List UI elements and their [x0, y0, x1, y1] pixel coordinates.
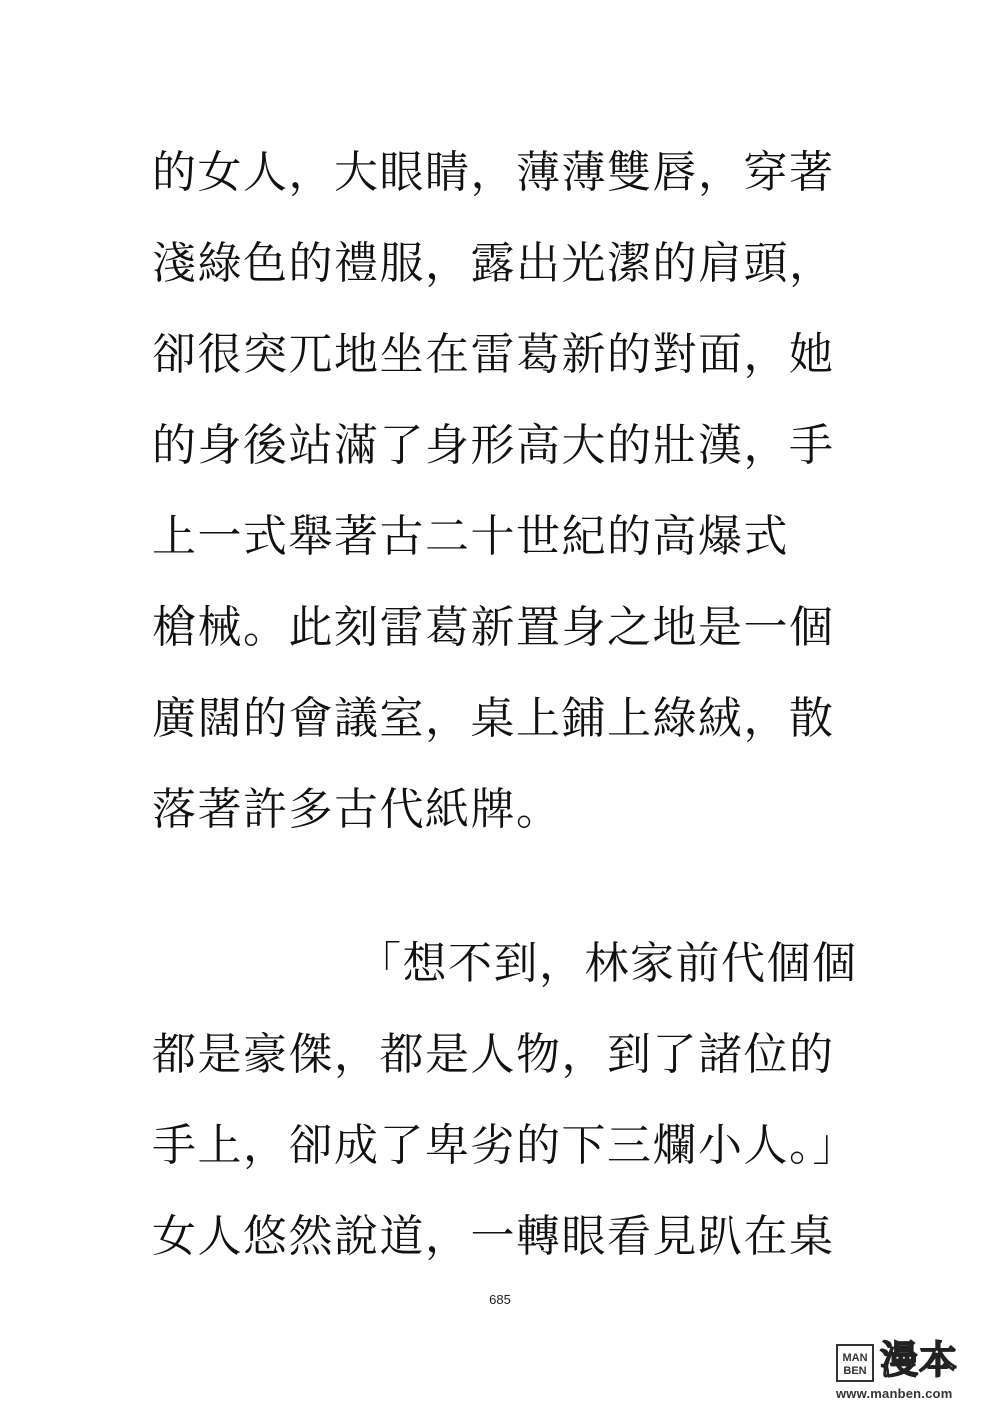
text-line: 「想不到，林家前代個個: [357, 938, 858, 989]
text-line: 的女人，大眼睛，薄薄雙唇，穿著: [152, 147, 835, 198]
text-line: 女人悠然說道，一轉眼看見趴在桌: [152, 1211, 835, 1262]
watermark-url: www.manben.com: [836, 1386, 953, 1401]
text-line: 上一式舉著古二十世紀的高爆式: [152, 511, 789, 562]
watermark-title: 漫本: [880, 1338, 959, 1382]
text-line: 都是豪傑，都是人物，到了諸位的: [152, 1029, 835, 1080]
text-line: 淺綠色的禮服，露出光潔的肩頭，: [152, 238, 835, 289]
paragraph-1: [152, 127, 852, 855]
svg-text:MAN: MAN: [842, 1352, 868, 1364]
text-line: 的身後站滿了身形高大的壯漢，手: [152, 420, 835, 471]
text-line: 手上，卻成了卑劣的下三爛小人。」: [152, 1120, 858, 1171]
watermark-logo: [836, 1338, 986, 1402]
page-number: 685: [489, 1292, 511, 1307]
svg-text:BEN: BEN: [843, 1365, 867, 1377]
text-line: 槍械。此刻雷葛新置身之地是一個: [152, 602, 835, 653]
text-line: 廣闊的會議室，桌上鋪上綠絨，散: [152, 693, 835, 744]
text-line: 落著許多古代紙牌。: [152, 784, 562, 835]
text-line: 卻很突兀地坐在雷葛新的對面，她: [152, 329, 835, 380]
seal-icon: [836, 1344, 874, 1382]
paragraph-2: [152, 918, 858, 1282]
